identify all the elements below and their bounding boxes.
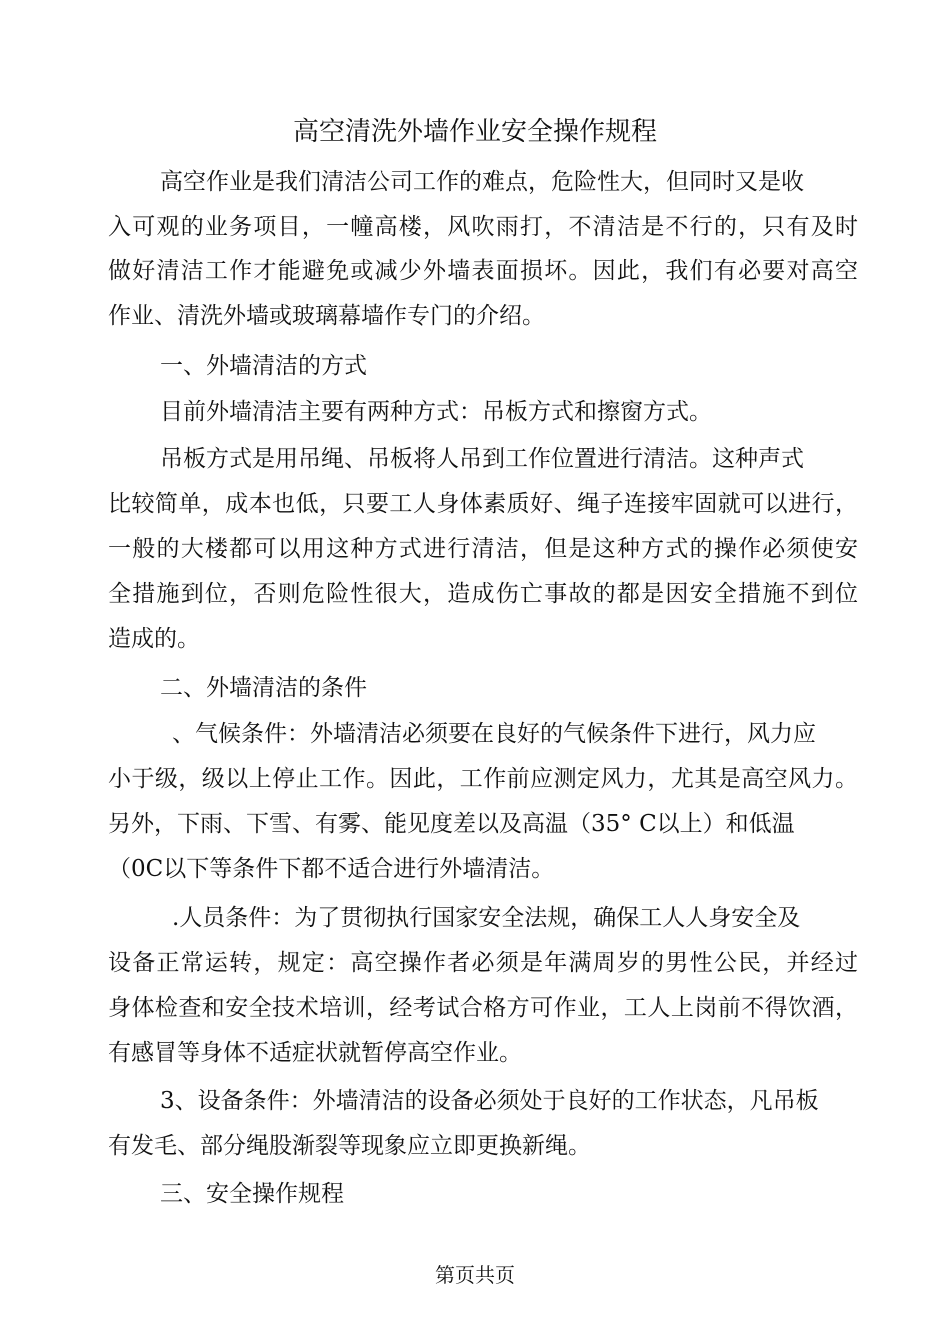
section-heading: 一、外墙清洁的方式 bbox=[160, 353, 367, 379]
paragraph-line: 小于级，级以上停止工作。因此，工作前应测定风力，尤其是高空风力。 bbox=[108, 766, 858, 792]
paragraph-line: 设备正常运转，规定：高空操作者必须是年满周岁的男性公民，并经过 bbox=[108, 950, 858, 976]
paragraph-line: 造成的。 bbox=[108, 626, 200, 652]
paragraph-line: 吊板方式是用吊绳、吊板将人吊到工作位置进行清洁。这种声式 bbox=[160, 446, 804, 472]
paragraph-line: 、气候条件：外墙清洁必须要在良好的气候条件下进行，风力应 bbox=[172, 721, 816, 747]
paragraph-line: （0C以下等条件下都不适合进行外墙清洁。 bbox=[108, 856, 555, 882]
paragraph-line: 做好清洁工作才能避免或减少外墙表面损坏。因此，我们有必要对高空 bbox=[108, 258, 858, 284]
paragraph-line: 比较简单，成本也低，只要工人身体素质好、绳子连接牢固就可以进行， bbox=[108, 491, 858, 517]
paragraph-line: 作业、清洗外墙或玻璃幕墙作专门的介绍。 bbox=[108, 303, 545, 329]
paragraph-line: .人员条件：为了贯彻执行国家安全法规，确保工人人身安全及 bbox=[172, 905, 801, 931]
section-heading: 三、安全操作规程 bbox=[160, 1181, 344, 1207]
section-heading: 二、外墙清洁的条件 bbox=[160, 675, 367, 701]
paragraph-line: 目前外墙清洁主要有两种方式：吊板方式和擦窗方式。 bbox=[160, 399, 712, 425]
paragraph-line: 一般的大楼都可以用这种方式进行清洁，但是这种方式的操作必须使安 bbox=[108, 536, 858, 562]
paragraph-line: 高空作业是我们清洁公司工作的难点，危险性大，但同时又是收 bbox=[160, 169, 804, 195]
paragraph-line: 全措施到位，否则危险性很大，造成伤亡事故的都是因安全措施不到位 bbox=[108, 581, 858, 607]
paragraph-line: 身体检查和安全技术培训，经考试合格方可作业，工人上岗前不得饮酒， bbox=[108, 995, 858, 1021]
paragraph-line: 另外，下雨、下雪、有雾、能见度差以及高温（35° C以上）和低温 bbox=[108, 811, 795, 837]
page-footer: 第页共页 bbox=[435, 1263, 515, 1287]
paragraph-line: 有发毛、部分绳股渐裂等现象应立即更换新绳。 bbox=[108, 1133, 591, 1159]
paragraph-line: 有感冒等身体不适症状就暂停高空作业。 bbox=[108, 1040, 522, 1066]
paragraph-line: 入可观的业务项目，一幢高楼，风吹雨打，不清洁是不行的，只有及时 bbox=[108, 214, 858, 240]
document-title: 高空清洗外墙作业安全操作规程 bbox=[292, 117, 657, 147]
paragraph-line: 3、设备条件：外墙清洁的设备必须处于良好的工作状态，凡吊板 bbox=[160, 1088, 819, 1114]
